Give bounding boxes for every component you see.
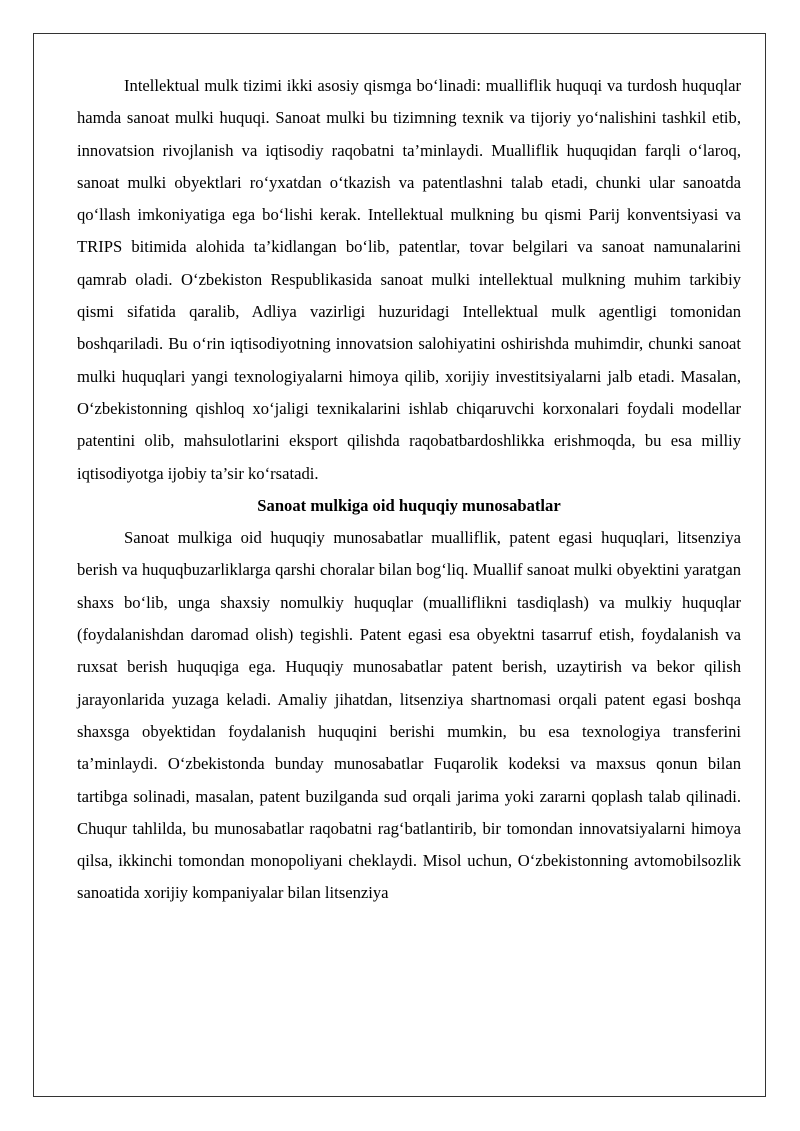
section-heading: Sanoat mulkiga oid huquqiy munosabatlar (257, 495, 561, 515)
paragraph-legal-relations: Sanoat mulkiga oid huquqiy munosabatlar mualliflik, patent egasi huquqlari, litsenziya berish va huquqbuzarliklarga qarshi choralar bilan bog‘liq. Muallif sanoat mulki obyektini yaratgan shaxs bo‘lib, unga shaxsiy nomulkiy huquqlar (mualliflikni tasdiqlash) va mulkiy huquqlar (foydalanishdan daromad olish) tegishli. Patent egasi esa obyektni tasarruf etish, foydalanish va ruxsat berish huquqiga ega. Huquqiy munosabatlar patent berish, uzaytirish va bekor qilish jarayonlarida yuzaga keladi. Amaliy jihatdan, litsenziya shartnomasi orqali patent egasi boshqa shaxsga obyektidan foydalanish huquqini berishi mumkin, bu esa texnologiya transferini ta’minlaydi. O‘zbekistonda bunday munosabatlar Fuqarolik kodeksi va maxsus qonun bilan tartibga solinadi, masalan, patent buzilganda sud orqali jarima yoki zararni qoplash talab qilinadi. Chuqur tahlilda, bu munosabatlar raqobatni rag‘batlantirib, bir tomondan innovatsiyalarni himoya qilsa, ikkinchi tomondan monopoliyani cheklaydi. Misol uchun, O‘zbekistonning avtomobilsozlik sanoatida xorijiy kompaniyalar bilan litsenziya (77, 528, 741, 903)
paragraph-intellectual-property-system: Intellektual mulk tizimi ikki asosiy qismga bo‘linadi: mualliflik huquqi va turdosh huquqlar hamda sanoat mulki huquqi. Sanoat mulki bu tizimning texnik va tijoriy yo‘nalishini tashkil etib, innovatsion rivojlanish va iqtisodiy raqobatni ta’minlaydi. Mualliflik huquqidan farqli o‘laroq, sanoat mulki obyektlari ro‘yxatdan o‘tkazish va patentlashni talab etadi, chunki ular sanoatda qo‘llash imkoniyatiga ega bo‘lishi kerak. Intellektual mulkning bu qismi Parij konventsiyasi va TRIPS bitimida alohida ta’kidlangan bo‘lib, patentlar, tovar belgilari va sanoat namunalarini qamrab oladi. O‘zbekiston Respublikasida sanoat mulki intellektual mulkning muhim tarkibiy qismi sifatida qaralib, Adliya vazirligi huzuridagi Intellektual mulk agentligi tomonidan boshqariladi. Bu o‘rin iqtisodiyotning innovatsion salohiyatini oshirishda muhimdir, chunki sanoat mulki huquqlari yangi texnologiyalarni himoya qilib, xorijiy investitsiyalarni jalb etadi. Masalan, O‘zbekistonning qishloq xo‘jaligi texnikalarini ishlab chiqaruvchi korxonalari foydali modellar patentini olib, mahsulotlarini eksport qilishda raqobatbardoshlikka erishmoqda, bu esa milliy iqtisodiyotga ijobiy ta’sir ko‘rsatadi. (77, 76, 741, 483)
document-body (77, 70, 741, 910)
